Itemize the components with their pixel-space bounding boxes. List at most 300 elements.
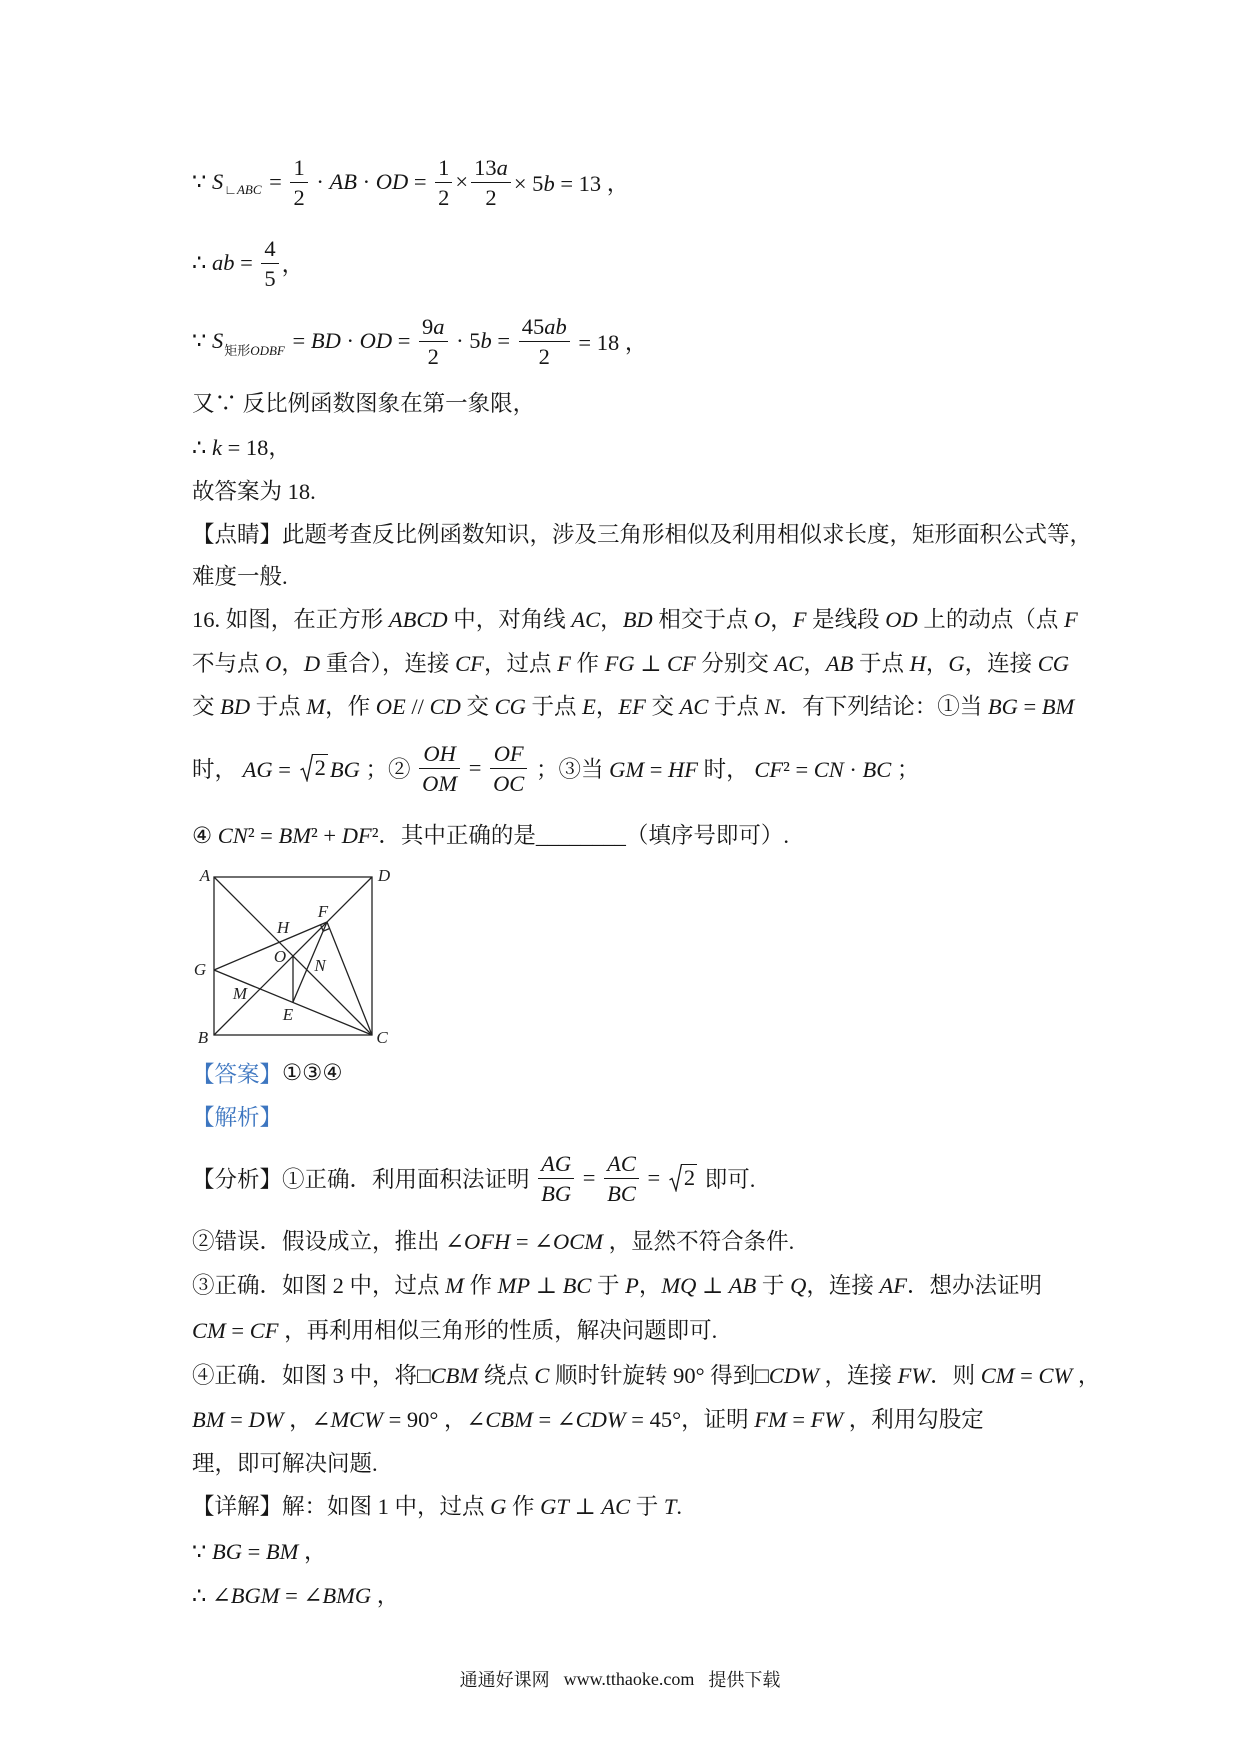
text-run [514, 166, 629, 198]
subscript [224, 182, 261, 198]
math-variable: CN [217, 823, 248, 848]
text-fragment: ，显然不符合条件. [603, 1229, 795, 1254]
text-fragment: . [676, 1494, 683, 1519]
text-fragment: ．则 [930, 1363, 981, 1388]
text-fragment: = [577, 1165, 602, 1190]
math-variable: AB [825, 651, 854, 676]
text-fragment: 【点睛】此题考查反比例函数知识，涉及三角形相似及利用相似求长度，矩形面积公式等， [192, 522, 1093, 547]
math-variable: BG [541, 1180, 572, 1206]
text-fragment: = ∠ [510, 1229, 554, 1254]
footer-download-text: 提供下载 [708, 1670, 781, 1690]
text-fragment: · 5 [450, 328, 481, 353]
math-variable: FW [810, 1407, 844, 1432]
text-fragment: 2 [314, 755, 326, 780]
subscript [224, 340, 285, 359]
text-fragment: 于 [591, 1273, 626, 1298]
fraction-numerator [290, 154, 307, 183]
text-fragment: 作 [463, 1273, 498, 1298]
text-fragment: 【解析】 [192, 1105, 283, 1130]
fraction-numerator [419, 313, 448, 342]
math-variable: CDW [768, 1363, 819, 1388]
text-fragment: ，过点 [483, 651, 558, 676]
fraction [290, 154, 307, 211]
math-variable: BM [278, 823, 311, 848]
text-fragment: = [786, 1407, 811, 1432]
math-variable: HF [668, 757, 699, 782]
math-variable: M [445, 1273, 464, 1298]
text-run [455, 169, 468, 195]
math-variable: BG [329, 757, 360, 782]
math-variable: O [753, 607, 771, 632]
math-variable: G [948, 651, 965, 676]
math-variable: OF [493, 740, 524, 766]
square-root [300, 754, 328, 782]
text-fragment: ² = [783, 757, 814, 782]
point-label-a: A [199, 866, 211, 885]
math-variable: OE [375, 694, 406, 719]
text-run [192, 1358, 1100, 1390]
fraction-denominator [419, 769, 460, 797]
math-variable: AG [242, 757, 273, 782]
text-fragment: ⊥ [568, 1494, 602, 1519]
fraction-numerator [490, 740, 527, 769]
text-fragment: 2 [683, 1165, 696, 1190]
text-run [311, 169, 432, 195]
text-fragment: 4 [264, 235, 276, 261]
fraction [604, 1150, 639, 1207]
text-fragment: ， [803, 651, 826, 676]
text-fragment: · [340, 328, 360, 353]
math-variable: AC [571, 607, 601, 632]
math-variable: CG [494, 694, 526, 719]
fraction-denominator [261, 264, 278, 292]
text-fragment: ．有下列结论：①当 [779, 694, 988, 719]
math-variable: BC [862, 757, 892, 782]
section-tag [192, 1100, 282, 1132]
text-fragment: 【详解】解：如图 1 中，过点 [192, 1494, 491, 1519]
math-variable: FW [897, 1363, 931, 1388]
math-variable: CN [813, 757, 844, 782]
analysis-line-1 [192, 1148, 755, 1208]
answer-statement-line [192, 470, 316, 510]
text-fragment: × [455, 169, 469, 194]
text-fragment: 2 [538, 343, 550, 369]
math-variable: C [534, 1363, 550, 1388]
fraction [519, 313, 570, 370]
text-run [192, 250, 258, 276]
math-variable: FM [754, 1407, 787, 1432]
text-fragment: 上的动点（点 [917, 607, 1064, 632]
math-variable: CD [429, 694, 461, 719]
math-variable: CM [192, 1318, 226, 1343]
math-variable: CBM [430, 1363, 479, 1388]
math-variable: FG [604, 651, 635, 676]
text-fragment: 于 [630, 1494, 664, 1519]
text-fragment: 绕点 [478, 1363, 535, 1388]
text-run [192, 602, 1078, 634]
text-run [451, 328, 516, 354]
math-variable: S [211, 328, 224, 353]
math-variable: OD [359, 328, 393, 353]
text-fragment: = 18， [221, 435, 291, 460]
math-variable: AC [679, 694, 709, 719]
text-fragment: ∴ ∠ [192, 1583, 231, 1608]
text-fragment: ，连接 [806, 1273, 880, 1298]
text-fragment: 又∵ 反比例函数图象在第一象限， [192, 391, 536, 416]
fraction-denominator [490, 769, 527, 797]
text-fragment: 时， [192, 757, 243, 782]
difficulty-line [192, 555, 288, 595]
text-run [192, 474, 316, 506]
square-abcd-figure [180, 860, 400, 1060]
math-variable: D [303, 651, 321, 676]
text-fragment: = [1017, 694, 1042, 719]
fraction-numerator [419, 740, 460, 769]
text-fragment: = [463, 755, 488, 780]
text-fragment: ∴ [192, 435, 212, 460]
text-run [192, 1224, 794, 1256]
math-variable: CBM [485, 1407, 533, 1432]
fraction-numerator [471, 154, 511, 183]
text-fragment: = 45°，证明 [625, 1407, 755, 1432]
fraction [435, 154, 452, 211]
text-fragment: ；③当 [530, 757, 610, 782]
text-fragment: · [356, 169, 376, 194]
text-fragment: ；② [359, 757, 417, 782]
math-variable: AC [774, 651, 804, 676]
math-variable: MCW [330, 1407, 383, 1432]
text-fragment: 是线段 [806, 607, 886, 632]
text-fragment: 于点 [853, 651, 910, 676]
text-fragment: ² = [247, 823, 279, 848]
text-fragment: ， [298, 1539, 327, 1564]
text-fragment: 于 [756, 1273, 791, 1298]
triangle-abc-area-line [192, 152, 629, 212]
detail-line-3 [192, 1574, 399, 1614]
text-fragment: = [272, 757, 297, 782]
text-fragment: 相交于点 [652, 607, 754, 632]
text-fragment: × 5 [513, 171, 544, 196]
question-16-line-3 [192, 685, 1074, 725]
text-run [192, 328, 223, 354]
radical-stroke [669, 1165, 682, 1191]
text-fragment: 难度一般. [192, 564, 288, 589]
fraction-denominator [482, 183, 499, 211]
radical-stroke [300, 755, 313, 781]
math-variable: BGM [230, 1583, 280, 1608]
text-fragment: 即可. [699, 1167, 756, 1192]
fraction-denominator [290, 183, 307, 211]
text-fragment: ， [281, 651, 304, 676]
math-variable: OD [885, 607, 918, 632]
segment-fc [327, 922, 372, 1035]
text-fragment: ∵ [192, 169, 212, 194]
text-fragment: 顺时针旋转 90° 得到□ [549, 1363, 769, 1388]
text-fragment: 2 [485, 184, 497, 210]
fraction-numerator [261, 235, 278, 264]
text-fragment: 2 [293, 184, 305, 210]
text-run [192, 1162, 535, 1194]
fraction-numerator [538, 1150, 574, 1179]
math-variable: Q [790, 1273, 807, 1298]
text-fragment: 2 [427, 343, 439, 369]
fraction [538, 1150, 574, 1207]
text-run [192, 386, 535, 418]
text-fragment: ，连接 [964, 651, 1038, 676]
text-run [192, 1578, 399, 1610]
text-run [192, 1489, 682, 1521]
fraction-numerator [604, 1150, 639, 1179]
detail-line-2 [192, 1530, 327, 1570]
fraction [419, 740, 460, 797]
fraction-numerator [435, 154, 452, 183]
text-run [264, 169, 288, 195]
question-16-line-1 [192, 598, 1078, 638]
math-variable: a [433, 313, 445, 339]
math-variable: MQ [661, 1273, 697, 1298]
text-fragment: 2 [438, 184, 450, 210]
text-fragment: ∴ [192, 250, 212, 275]
math-variable: O [265, 651, 282, 676]
math-variable: CDW [575, 1407, 626, 1432]
math-variable: M [306, 694, 326, 719]
math-variable: AG [541, 1150, 572, 1176]
fraction-denominator [425, 342, 442, 370]
text-fragment: · [843, 757, 863, 782]
section-tag [192, 1057, 282, 1089]
text-fragment: ，连接 [818, 1363, 898, 1388]
text-run [463, 755, 487, 781]
analysis-line-2 [192, 1220, 794, 1260]
text-fragment: = [491, 328, 516, 353]
text-run [282, 247, 305, 279]
math-variable: ab [211, 250, 235, 275]
point-label-d: D [377, 866, 391, 885]
math-variable: k [211, 435, 222, 460]
text-fragment: 16. 如图，在正方形 [192, 607, 389, 632]
text-fragment: 13 [474, 154, 497, 180]
text-run [192, 752, 297, 784]
fraction-numerator [519, 313, 570, 342]
text-fragment: 作 [506, 1494, 541, 1519]
footer-url-link[interactable]: www.tthaoke.com [563, 1668, 695, 1689]
math-variable: P [625, 1273, 639, 1298]
point-label-m: M [232, 984, 248, 1003]
detail-line-1 [192, 1485, 682, 1525]
text-fragment: ² + [311, 823, 342, 848]
question-16-line-5 [192, 814, 789, 854]
text-fragment: · [310, 169, 330, 194]
text-fragment: ．想办法证明 [906, 1273, 1042, 1298]
radicand [682, 1164, 697, 1192]
text-fragment: = ∠ [279, 1583, 323, 1608]
text-fragment: ⊥ [530, 1273, 563, 1298]
math-variable: S [211, 169, 224, 194]
text-run [192, 430, 291, 462]
quadrant-condition-line [192, 382, 535, 422]
math-variable: BG [211, 1539, 242, 1564]
footer-site-name: 通通好课网 [459, 1670, 550, 1690]
fraction-denominator [538, 1179, 574, 1207]
math-variable: AB [728, 1273, 757, 1298]
text-fragment: = [225, 1318, 250, 1343]
math-variable: E [582, 694, 596, 719]
math-variable: BM [1041, 694, 1075, 719]
text-fragment: 【分析】①正确．利用面积法证明 [192, 1167, 536, 1192]
text-fragment: = [241, 1539, 266, 1564]
text-run [192, 689, 1074, 721]
math-variable: ab [544, 313, 567, 339]
math-variable: ODBF [250, 342, 285, 358]
ab-value-line [192, 233, 304, 293]
comment-line [192, 513, 1092, 553]
point-label-n: N [314, 956, 326, 975]
text-fragment: ， [595, 694, 619, 719]
text-fragment: 45 [521, 313, 545, 339]
text-fragment: 交 [192, 694, 221, 719]
text-fragment: = [408, 169, 433, 194]
text-run [192, 169, 223, 195]
text-fragment: 理，即可解决问题. [192, 1451, 378, 1476]
math-variable: GT [540, 1494, 569, 1519]
point-label-c: C [376, 1028, 388, 1047]
math-variable: CF [249, 1318, 279, 1343]
math-variable: F [1064, 607, 1078, 632]
radical-sign [669, 1164, 682, 1192]
math-variable: CG [1037, 651, 1070, 676]
text-fragment: = [641, 1165, 666, 1190]
math-variable: BC [607, 1180, 636, 1206]
text-fragment: 于点 [250, 694, 307, 719]
text-run [577, 1165, 601, 1191]
math-variable: ABC [236, 182, 262, 197]
analysis-line-6 [192, 1398, 984, 1438]
text-run [699, 1162, 755, 1194]
math-variable: T [663, 1494, 677, 1519]
text-fragment: = [392, 328, 417, 353]
point-label-h: H [276, 918, 290, 937]
text-run [330, 752, 416, 784]
text-fragment: ， [638, 1273, 662, 1298]
text-fragment: ，∠ [283, 1407, 331, 1432]
text-fragment: 交 [460, 694, 495, 719]
radical-sign [300, 754, 313, 782]
analysis-line-5 [192, 1354, 1100, 1394]
math-variable: ABCD [388, 607, 448, 632]
math-variable: AB [329, 169, 357, 194]
math-variable: EF [618, 694, 646, 719]
radicand [313, 754, 328, 782]
text-run [530, 752, 919, 784]
math-variable: CF [667, 651, 696, 676]
text-fragment: ，再利用相似三角形的性质，解决问题即可. [278, 1318, 718, 1343]
text-fragment: 1 [438, 154, 450, 180]
text-run [192, 818, 789, 850]
math-variable: F [557, 651, 571, 676]
math-variable: BM [265, 1539, 299, 1564]
answer-line [192, 1053, 343, 1093]
text-fragment: ， [770, 607, 793, 632]
text-fragment: = [1014, 1363, 1039, 1388]
text-fragment: ④ [192, 823, 218, 848]
text-fragment: ， [925, 651, 949, 676]
text-run [192, 559, 288, 591]
math-variable: DW [248, 1407, 284, 1432]
math-variable: BMG [322, 1583, 372, 1608]
text-fragment: 时， [698, 757, 755, 782]
math-variable: MP [497, 1273, 531, 1298]
text-fragment: 交 [645, 694, 680, 719]
math-variable: GM [609, 757, 645, 782]
point-label-f: F [317, 902, 329, 921]
question-16-line-4 [192, 738, 919, 798]
text-fragment: = [224, 1407, 249, 1432]
fraction [471, 154, 511, 211]
math-variable: OH [423, 740, 456, 766]
math-variable: b [480, 328, 492, 353]
text-fragment: ∵ [192, 328, 212, 353]
text-run [287, 328, 416, 354]
text-fragment: ²．其中正确的是________（填序号即可）. [371, 823, 790, 848]
text-fragment: ， [600, 607, 623, 632]
explanation-heading [192, 1096, 282, 1136]
text-run [192, 646, 1069, 678]
fraction [490, 740, 527, 797]
math-variable: BM [192, 1407, 225, 1432]
math-variable: CF [754, 757, 784, 782]
text-fragment: 重合），连接 [320, 651, 456, 676]
math-variable: BC [562, 1273, 592, 1298]
analysis-line-7 [192, 1442, 378, 1482]
text-run [192, 1534, 327, 1566]
fraction [261, 235, 278, 292]
fraction-denominator [435, 183, 452, 211]
text-fragment: ， [1072, 1363, 1101, 1388]
text-run [192, 1268, 1042, 1300]
text-fragment: = [263, 169, 288, 194]
text-fragment: ③正确．如图 2 中，过点 [192, 1273, 446, 1298]
text-fragment: = [286, 328, 311, 353]
fraction-denominator [536, 342, 553, 370]
text-fragment: 作 [570, 651, 605, 676]
point-label-b: B [197, 1028, 209, 1047]
text-fragment: ， [281, 252, 305, 277]
math-variable: AC [601, 1494, 631, 1519]
text-fragment: 【答案】 [192, 1062, 283, 1087]
analysis-line-4 [192, 1309, 717, 1349]
rectangle-area-line [192, 311, 647, 371]
text-fragment: 于点 [708, 694, 765, 719]
text-fragment: ∵ [192, 1539, 212, 1564]
fraction-denominator [604, 1179, 639, 1207]
k-value-line [192, 426, 291, 466]
text-fragment: ，作 [325, 694, 376, 719]
math-variable: b [543, 171, 555, 196]
text-fragment: = [644, 757, 669, 782]
text-run [573, 325, 648, 357]
math-variable: CM [980, 1363, 1015, 1388]
math-variable: H [909, 651, 926, 676]
question-16-line-2 [192, 642, 1069, 682]
math-variable: DF [341, 823, 372, 848]
text-run [642, 1165, 666, 1191]
text-fragment: ②错误．假设成立，推出 ∠ [192, 1229, 464, 1254]
math-variable: G [490, 1494, 507, 1519]
math-variable: N [764, 694, 780, 719]
math-variable: OC [493, 770, 525, 796]
math-variable: OD [375, 169, 409, 194]
math-variable: OFH [463, 1229, 511, 1254]
